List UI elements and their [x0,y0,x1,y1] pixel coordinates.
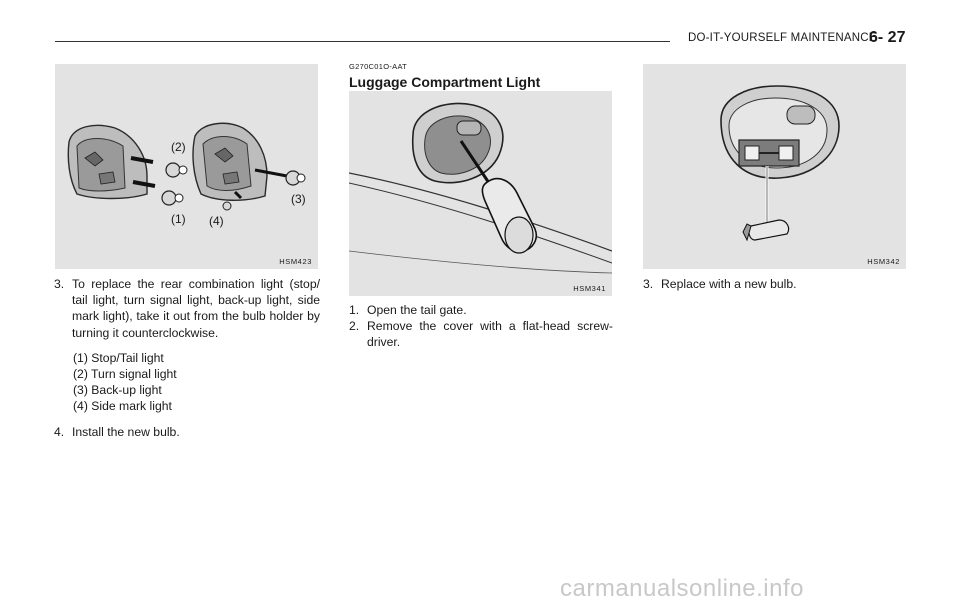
left-column-text [54,276,320,440]
callout-4: (4) [209,214,224,228]
right-column-text [643,276,907,292]
bulb-list-item: (3) Back-up light [73,383,162,398]
bulb-replace-illustration [643,64,906,269]
callout-3: (3) [291,192,306,206]
bulb-list-item: (1) Stop/Tail light [73,350,164,365]
step-2-remove-cover [349,318,613,350]
middle-column-text [349,302,613,351]
figure-luggage-light [349,91,612,296]
step-number: 4. [54,424,65,439]
step-number: 2. [349,319,360,334]
step-1-open-tailgate [349,302,613,318]
site-watermark: carmanualsonline.info [560,575,804,602]
step-text: Open the tail gate. [367,303,467,317]
step-3-replace-bulb [643,276,907,292]
step-number: 3. [54,277,65,291]
section-title-header: DO-IT-YOURSELF MAINTENANCE [688,32,877,44]
step-4-install-bulb [54,424,320,440]
figure-code-hsm423: HSM423 [279,257,312,266]
bulb-list-item: (2) Turn signal light [73,367,177,382]
bulb-list-item: (4) Side mark light [73,399,172,414]
callout-2: (2) [171,140,186,154]
step-text: To replace the rear combination light (stop/ tail light, turn signal light, back-up light, side mark light), take it out from the bulb holder by turning it counterclockwise. [72,277,320,340]
bulb-list [54,350,320,415]
step-number: 1. [349,303,360,317]
figure-code-hsm341: HSM341 [573,284,606,293]
step-text: Remove the cover with a flat-head screw- driver. [367,319,613,350]
figure-rear-combination-light [55,64,318,269]
figure-code-hsm342: HSM342 [867,257,900,266]
rear-light-illustration [55,64,318,269]
step-text: Install the new bulb. [72,424,180,439]
callout-1: (1) [171,212,186,226]
step-3-replace-combination [54,276,320,341]
section-code: G270C01O-AAT [349,62,408,71]
page-number: 6- 27 [869,29,906,46]
figure-replace-bulb [643,64,906,269]
step-number: 3. [643,277,654,291]
step-text: Replace with a new bulb. [661,277,797,291]
luggage-light-illustration [349,91,612,296]
section-heading: Luggage Compartment Light [349,74,541,90]
header-rule [55,41,670,42]
